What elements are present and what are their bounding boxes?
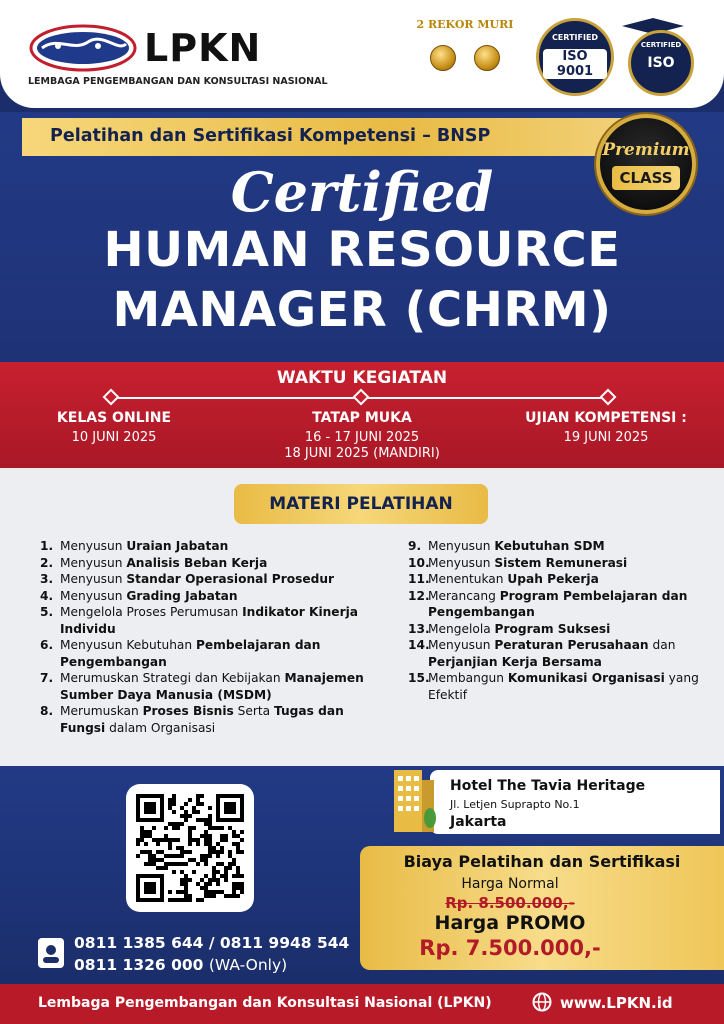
qr-code-image — [136, 794, 244, 902]
whatsapp-number[interactable] — [74, 956, 287, 974]
normal-price-label: Harga Normal — [461, 876, 559, 892]
materi-item — [408, 538, 708, 555]
logo-subtitle: LEMBAGA PENGEMBANGAN DAN KONSULTASI NASIONAL — [28, 76, 328, 87]
materi-item — [40, 637, 380, 670]
globe-icon — [532, 992, 552, 1012]
materi-item-text: Menyusun Grading Jabatan — [60, 588, 238, 603]
class-label: CLASS — [612, 166, 680, 190]
materi-item-text: Menyusun Standar Operasional Prosedur — [60, 572, 335, 586]
whatsapp-only-label: (WA-Only) — [208, 956, 288, 974]
iso-badge-top: CERTIFIED — [640, 41, 682, 49]
materi-item — [40, 588, 380, 605]
title-line-1: HUMAN RESOURCE — [103, 222, 621, 278]
materi-item-number: 7. — [40, 671, 54, 685]
schedule-label-ujian: UJIAN KOMPETENSI : — [525, 410, 687, 426]
website-link[interactable]: www.LPKN.id — [560, 994, 673, 1012]
rekor-muri-badge — [410, 18, 520, 75]
promo-price: Rp. 7.500.000,- — [419, 936, 601, 960]
materi-item — [408, 621, 708, 638]
materi-item-text: Merumuskan Proses Bisnis Serta Tugas dan Fungsi dalam Organisasi — [60, 704, 344, 735]
materi-item — [40, 703, 380, 736]
premium-label: Premium — [602, 140, 690, 160]
schedule-label-online: KELAS ONLINE — [56, 410, 172, 426]
materi-item — [40, 571, 380, 588]
materi-item — [408, 670, 708, 703]
venue-city: Jakarta — [450, 814, 507, 830]
materi-item-text: Merancang Program Pembelajaran dan Pengembangan — [428, 588, 688, 619]
materi-item-number: 14. — [408, 638, 430, 652]
materi-item-number: 3. — [40, 572, 54, 586]
materi-item-text: Mengelola Proses Perumusan Indikator Kinerja Individu — [60, 605, 358, 636]
materi-item — [40, 670, 380, 703]
schedule-label-tatap-muka: TATAP MUKA — [312, 410, 412, 426]
materi-item-number: 12. — [408, 588, 430, 603]
materi-list-right — [408, 538, 708, 703]
medal-icon — [474, 45, 500, 71]
schedule-date: 16 - 17 JUNI 2025 — [304, 430, 420, 445]
iso-badge-top: CERTIFIED — [551, 33, 599, 42]
hotel-building-icon — [392, 762, 436, 834]
materi-item — [408, 555, 708, 572]
schedule-date: 19 JUNI 2025 — [563, 430, 649, 445]
schedule-date: 10 JUNI 2025 — [71, 430, 157, 445]
materi-item-number: 13. — [408, 621, 430, 636]
materi-item-number: 15. — [408, 671, 430, 685]
materi-item — [408, 637, 708, 670]
materi-item-number: 5. — [40, 605, 54, 619]
phone-numbers[interactable]: 0811 1385 644 / 0811 9948 544 — [74, 934, 350, 952]
materi-item-text: Menyusun Kebutuhan Pembelajaran dan Pengembangan — [60, 638, 321, 669]
title-line-2: MANAGER (CHRM) — [112, 282, 612, 338]
iso-21001-badge — [628, 30, 694, 96]
medal-icon — [430, 45, 456, 71]
schedule-title: WAKTU KEGIATAN — [276, 368, 448, 388]
materi-item-text: Menyusun Sistem Remunerasi — [428, 555, 628, 570]
price-title: Biaya Pelatihan dan Sertifikasi — [403, 852, 681, 871]
materi-item-text: Menyusun Analisis Beban Kerja — [60, 555, 268, 570]
materi-item-text: Mengelola Program Suksesi — [428, 621, 611, 636]
normal-price: Rp. 8.500.000,- — [445, 894, 575, 912]
materi-item — [408, 571, 708, 588]
rekor-text: 2 REKOR MURI — [416, 18, 514, 31]
whatsapp-number-value: 0811 1326 000 — [74, 956, 204, 974]
logo-text: LPKN — [144, 26, 262, 70]
materi-item-text: Menentukan Upah Pekerja — [428, 572, 599, 586]
materi-item-number: 6. — [40, 638, 54, 652]
iso-badge-main: ISO 9001 — [543, 49, 607, 79]
iso-badge-main: ISO — [647, 55, 675, 71]
program-subtitle: Pelatihan dan Sertifikasi Kompetensi – BNSP — [50, 126, 491, 146]
materi-item-number: 10. — [408, 555, 430, 570]
materi-item — [40, 604, 380, 637]
materi-item-text: Merumuskan Strategi dan Kebijakan Manajemen Sumber Daya Manusia (MSDM) — [60, 671, 364, 702]
lpkn-logo-emblem — [28, 22, 138, 74]
venue-name: Hotel The Tavia Heritage — [450, 778, 646, 794]
materi-item-number: 8. — [40, 704, 54, 718]
materi-item — [40, 555, 380, 572]
materi-list-left — [40, 538, 380, 736]
materi-item — [408, 588, 708, 621]
schedule-date: 18 JUNI 2025 (MANDIRI) — [284, 446, 440, 461]
materi-item-number: 4. — [40, 588, 54, 603]
materi-item-number: 2. — [40, 555, 54, 570]
materi-title: MATERI PELATIHAN — [234, 484, 488, 524]
contact-card-icon — [38, 938, 64, 968]
materi-item-text: Menyusun Peraturan Perusahaan dan Perjanjian Kerja Bersama — [428, 638, 676, 669]
title-script: Certified — [230, 160, 494, 224]
footer-org-name: Lembaga Pengembangan dan Konsultasi Nasional (LPKN) — [38, 995, 492, 1011]
materi-item-text: Membangun Komunikasi Organisasi yang Efektif — [428, 671, 699, 702]
materi-item-number: 9. — [408, 539, 422, 553]
materi-item-number: 11. — [408, 572, 430, 586]
materi-item — [40, 538, 380, 555]
materi-item-text: Menyusun Kebutuhan SDM — [428, 539, 605, 553]
materi-item-text: Menyusun Uraian Jabatan — [60, 539, 229, 553]
promo-price-label: Harga PROMO — [434, 912, 586, 934]
qr-code[interactable] — [126, 784, 254, 912]
venue-address: Jl. Letjen Suprapto No.1 — [450, 798, 580, 811]
iso-9001-badge — [536, 18, 614, 96]
materi-item-number: 1. — [40, 539, 54, 553]
